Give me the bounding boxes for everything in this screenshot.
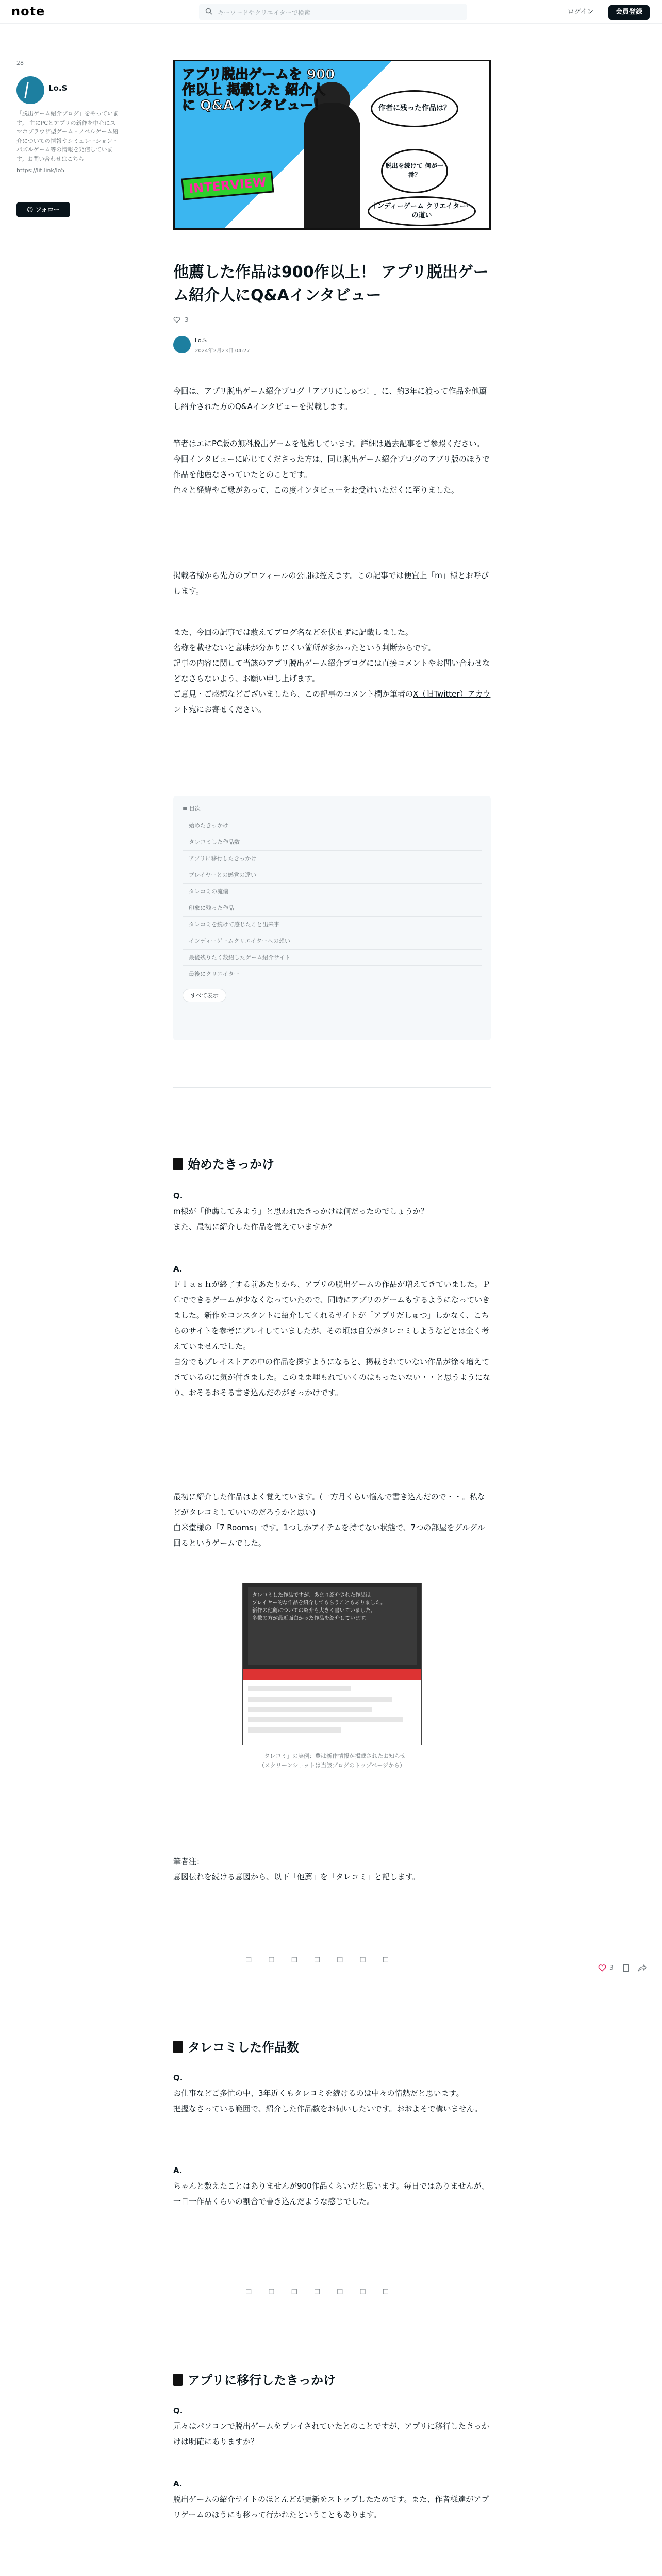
table-of-contents: [173, 796, 491, 1040]
floating-like-count: 3: [609, 1964, 614, 1971]
intro-text: また、今回の記事では敢えてブログ名などを伏せずに記載しました。: [173, 628, 413, 637]
toc-item[interactable]: 始めたきっかけ: [183, 818, 482, 834]
article-title: 他薦した作品は900作以上！ アプリ脱出ゲーム紹介人にQ&Aインタビュー: [173, 263, 489, 304]
share-icon[interactable]: [637, 1964, 647, 1972]
caption-line: 「タレコミ」の実例：豊は新作情報が掲載されたお知らせ: [258, 1753, 406, 1759]
answer: [173, 2476, 491, 2522]
toc-item[interactable]: アプリに移行したきっかけ: [183, 851, 482, 867]
section-heading: [173, 1154, 491, 1172]
screenshot-blog-ui: [243, 1669, 422, 1745]
bookmark-icon[interactable]: [623, 1964, 629, 1972]
divider: [173, 1087, 491, 1088]
book-icon: [173, 2374, 183, 2386]
intro-text: 筆者はエにPC版の無料脱出ゲームを他薦しています。詳細は: [173, 439, 384, 448]
login-button[interactable]: ログイン: [567, 8, 594, 16]
question-text: お仕事などご多忙の中、3年近くもタレコミを続けるのは中々の情熱だと思います。: [173, 2089, 464, 2098]
x-account-link[interactable]: X（旧Twitter）アカウント: [173, 689, 491, 714]
q-label: Q.: [173, 2073, 183, 2082]
intro-text: ご意見・ご感想などございましたら、この記事のコメント欄か筆者の: [173, 689, 413, 699]
question-text: m様が「他薦してみよう」と思われたきっかけは何だったのでしょうか？: [173, 1207, 428, 1216]
answer-text: 最初に紹介した作品はよく覚えています。(一方月くらい悩んで書き込んだので・・。私などがタレコミしていいのだろうかと思い): [173, 1492, 485, 1517]
section-separator: □□□□□□□: [245, 2287, 405, 2295]
search-input[interactable]: [199, 4, 467, 20]
answer-cont: [173, 1489, 491, 1551]
intro-paragraph-3: 掲載者様から先方のプロフィールの公開は控えます。この記事では便宜上「m」様とお呼びします。: [173, 571, 489, 596]
note-label: 筆者注：: [173, 1857, 205, 1866]
section-heading: [173, 2037, 491, 2055]
answer-text: Ｆｌａｓｈが終了する前あたりから、アプリの脱出ゲームの作品が増えてきていました。ＰＣでできるゲームが少なくなっていたので、同時にアプリのゲームもするようになっていきました。新作をコンスタントに紹介してくれるサイトが「アプリだしゅつ」しかなく、こちらのサイトを参考にプレイしていましたが、その頃は自分がタレコミしようなどとは全く考えていませんでした。: [173, 1280, 490, 1351]
author-avatar[interactable]: [173, 336, 191, 353]
screenshot-line: 新作の他薦についての紹介も大きく書いていました。: [252, 1608, 376, 1614]
creator-bio-link[interactable]: https://lit.link/lo5: [16, 166, 65, 174]
book-icon: [173, 2041, 183, 2053]
answer-text: 白米堂様の「7 Rooms」です。1つしかアイテムを持てない状態で、7つの部屋をグルグル回るというゲームでした。: [173, 1523, 485, 1548]
heart-icon: [173, 316, 180, 324]
section-heading-label: 始めたきっかけ: [188, 1157, 274, 1172]
site-header: [0, 0, 662, 24]
intro-paragraph-4: [173, 624, 491, 717]
answer-text: 自分でもプレイストアの中の作品を探すようになると、掲載されていない作品が徐々増えてきているのに気が付きました。このまま埋もれていくのはもったいない・・と思うようになり、おそるおそる書き込んだのがきっかけです。: [173, 1357, 491, 1397]
hero-bubble-1: 作者に残った作品は？: [371, 90, 458, 127]
hero-figure: [304, 103, 360, 230]
intro-text: 色々と経緯やご縁があって、この度インタビューをお受けいただくに至りました。: [173, 485, 459, 495]
follow-label: フォロー: [35, 206, 60, 213]
like-heart-icon[interactable]: [598, 1964, 606, 1972]
intro-text: 名称を載せないと意味が分かりにくい箇所が多かったという判断からです。: [173, 643, 436, 652]
floating-actions: [598, 1963, 650, 1974]
section-heading-label: タレコミした作品数: [188, 2040, 299, 2055]
hero-bubble-3: インディーゲーム クリエイターへの道い: [368, 196, 476, 226]
like-count[interactable]: [173, 316, 189, 324]
past-article-link[interactable]: 過去記事: [384, 439, 415, 448]
toc-show-all-button[interactable]: すべて表示: [183, 989, 226, 1002]
screenshot-line: タレコミした作品ですが、あまり紹介された作品は: [252, 1592, 371, 1598]
author-name[interactable]: Lo.S: [195, 337, 207, 344]
intro-text: 記事の内容に関して当該のアプリ脱出ゲーム紹介ブログには直接コメントやお問い合わせなどなさらないよう、お願い申し上げます。: [173, 658, 490, 683]
screenshot-text-pane: [248, 1587, 417, 1665]
editor-note: [173, 1854, 491, 1885]
intro-text: 今回インタビューに応じてくださった方は、同じ脱出ゲーム紹介ブログのアプリ版のほうで作品を他薦なさっていたとのことです。: [173, 454, 490, 479]
a-label: A.: [173, 2166, 183, 2175]
hero-title: アプリ脱出ゲームを 900作以上 掲載した 紹介人に Q&Aインタビュー！: [182, 67, 335, 113]
search-icon: [205, 8, 212, 15]
toc-heading-label: 目次: [189, 805, 201, 812]
section-heading-label: アプリに移行したきっかけ: [188, 2373, 336, 2387]
creator-avatar[interactable]: [16, 76, 44, 104]
creator-name[interactable]: Lo.S: [48, 83, 68, 93]
toc-item[interactable]: タレコミを続けて感じたこと出来事: [183, 917, 482, 933]
answer: [173, 1261, 491, 1400]
toc-item[interactable]: プレイヤーとの感覚の違い: [183, 867, 482, 884]
toc-heading: ≡ 目次: [183, 805, 201, 812]
note-text: 意図伝れを続ける意図から、以下「他薦」を「タレコミ」と記します。: [173, 1872, 420, 1882]
caption-line: （スクリーンショットは当該ブログのトップページから）: [258, 1761, 406, 1769]
q-label: Q.: [173, 2406, 183, 2415]
answer: [173, 2163, 491, 2209]
screenshot-line: プレイヤー的な作品を紹介してもらうこともありました。: [252, 1600, 386, 1606]
note-logo[interactable]: note: [11, 4, 45, 19]
question-text: 把握なさっている範囲で、紹介した作品数をお伺いしたいです。おおよそで構いません。: [173, 2104, 483, 2113]
hero-badge: INTERVIEW: [181, 171, 274, 200]
question: [173, 1188, 491, 1234]
question: [173, 2070, 491, 2116]
answer-text: ちゃんと数えたことはありませんが900作品くらいだと思います。毎日ではありませんが、一日一作品くらいの割合で書き込んだような感じでした。: [173, 2181, 489, 2206]
screenshot-line: 多数の方が最近面白かった作品を紹介しています。: [252, 1616, 371, 1621]
search-placeholder: キーワードやクリエイターで検索: [218, 9, 310, 16]
toc-item[interactable]: 最後残りたく数紹したゲーム紹介サイト: [183, 950, 482, 966]
a-label: A.: [173, 1264, 183, 1274]
q-label: Q.: [173, 1191, 183, 1200]
follow-icon: ☺: [26, 206, 36, 213]
toc-item[interactable]: 最後にクリエイター: [183, 966, 482, 982]
section-separator: □□□□□□□: [245, 1956, 405, 1963]
intro-paragraph: 今回は、アプリ脱出ゲーム紹介ブログ「アプリにしゅつ！」に、約3年に渡って作品を他薦し紹介された方のQ&Aインタビューを掲載します。: [173, 386, 487, 411]
a-label: A.: [173, 2479, 183, 2488]
creator-bio-text: 「脱出ゲーム紹介ブログ」をやっています。 主にPCとアプリの新作を中心にスマホブラウザ型ゲーム・ノベルゲーム紹介についての情報やシミュレーション・パズルゲーム等の情報を発信しています。お問い合わせはこちら: [16, 110, 119, 162]
intro-text: をご参照ください。: [415, 439, 485, 448]
intro-text: 宛にお寄せください。: [189, 705, 267, 714]
toc-item[interactable]: タレコミした作品数: [183, 834, 482, 851]
publish-date: 2024年2月23日 04:27: [195, 348, 250, 354]
question-text: 元々はパソコンで脱出ゲームをプレイされていたとのことですが、アプリに移行したきっかけは明確にありますか？: [173, 2421, 489, 2446]
hero-image: [173, 60, 491, 230]
blog-screenshot-image: [242, 1583, 422, 1745]
book-icon: [173, 1158, 183, 1170]
signup-button[interactable]: 会員登録: [608, 5, 650, 20]
question: [173, 2403, 491, 2449]
answer-text: 脱出ゲームの紹介サイトのほとんどが更新をストップしたためです。また、作者様達がアプリゲームのほうにも移って行かれたということもあります。: [173, 2495, 489, 2519]
section-heading: [173, 2370, 491, 2388]
question-text: また、最初に紹介した作品を覚えていますか？: [173, 1222, 336, 1231]
figure-caption: [173, 1752, 491, 1770]
toc-item[interactable]: インディーゲームクリエイターへの想い: [183, 933, 482, 950]
sidebar-tag: 28: [16, 60, 24, 66]
creator-bio: [16, 109, 120, 175]
follow-button[interactable]: [16, 202, 70, 217]
intro-paragraph-2: [173, 436, 491, 498]
toc-item[interactable]: 印象に残った作品: [183, 900, 482, 917]
toc-item[interactable]: タレコミの流儀: [183, 884, 482, 900]
like-count-value: 3: [185, 316, 189, 324]
hero-bubble-2: 脱出を続けて 何が一番？: [381, 149, 448, 193]
